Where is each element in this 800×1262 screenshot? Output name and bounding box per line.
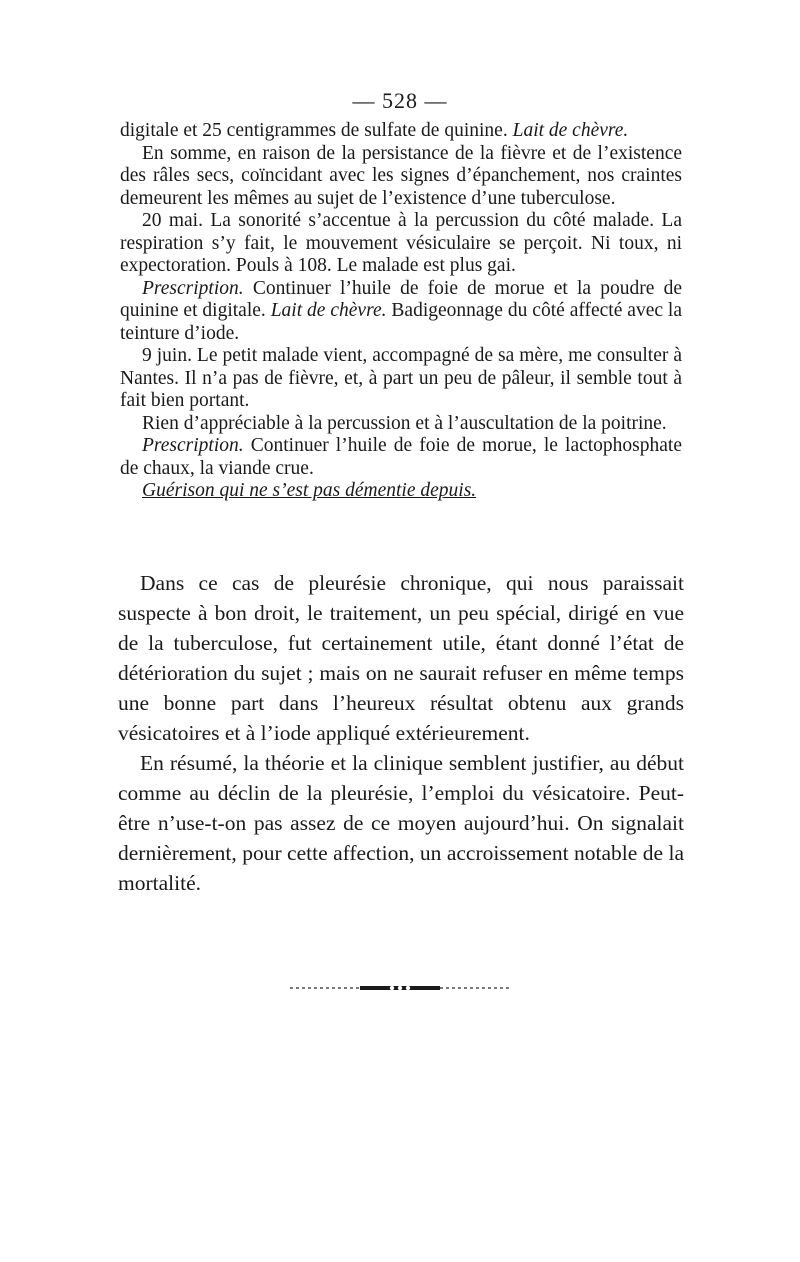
case-note-paragraph bbox=[120, 413, 682, 436]
text-run: 9 juin. Le petit malade vient, accompagné de sa mère, me consulter à Nantes. Il n’a pas de fièvre, et, à part un peu de pâleur, il semble tout à fait bien portant. bbox=[120, 345, 682, 411]
case-note-paragraph bbox=[120, 480, 682, 503]
text-run: Badigeonnage du côté affecté avec la teinture d’iode. bbox=[120, 300, 682, 344]
page-number: — 528 — bbox=[352, 88, 448, 113]
text-run: En somme, en raison de la persistance de la fièvre et de l’existence des râles secs, coïncidant avec les signes d’épanchement, nos craintes demeurent les mêmes au sujet de l’existence d’une tuberculose. bbox=[120, 142, 682, 209]
case-notes-block bbox=[120, 120, 682, 503]
text-run: Continuer l’huile de foie de morue et la poudre de quinine et digitale. bbox=[120, 277, 682, 321]
text-run: digitale et 25 centigrammes de sulfate de quinine. bbox=[120, 120, 513, 141]
discussion-paragraph: En résumé, la théorie et la clinique semblent justifier, au début comme au déclin de la pleurésie, l’emploi du vésicatoire. Peut-être n’use-t-on pas assez de ce moyen aujourd’hui. On signalait dernièrement, pour cette affection, un accroissement notable de la mortalité. bbox=[118, 751, 684, 895]
case-note-paragraph bbox=[120, 210, 682, 278]
italic-run: Lait de chèvre. bbox=[512, 120, 629, 141]
text-run: Rien d’appréciable à la percussion et à l’auscultation de la poitrine. bbox=[142, 412, 667, 434]
italic-run: Prescription. bbox=[142, 435, 244, 456]
discussion-block bbox=[118, 568, 684, 898]
case-note-paragraph bbox=[120, 143, 682, 211]
text-run: Continuer l’huile de foie de morue, le lactophosphate de chaux, la viande crue. bbox=[120, 435, 682, 479]
case-note-paragraph bbox=[120, 435, 682, 480]
discussion-paragraph: Dans ce cas de pleurésie chronique, qui nous paraissait suspecte à bon droit, le traitement, un peu spécial, dirigé en vue de la tuberculose, fut certainement utile, étant donné l’état de détérioration du sujet ; mais on ne saurait refuser en même temps une bonne part dans l’heureux résultat obtenu aux grands vésicatoires et à l’iode appliqué extérieurement. bbox=[118, 571, 684, 745]
case-note-paragraph bbox=[120, 345, 682, 413]
case-note-paragraph bbox=[120, 120, 682, 143]
text-run: 20 mai. La sonorité s’accentue à la percussion du côté malade. La respiration s’y fait, le mouvement vésiculaire se perçoit. Ni toux, ni expectoration. Pouls à 108. Le malade est plus gai. bbox=[120, 210, 682, 276]
end-ornament-rule bbox=[290, 985, 510, 991]
italic-run: Lait de chèvre. bbox=[270, 300, 387, 321]
italic-run: Guérison qui ne s’est pas démentie depuis. bbox=[142, 480, 477, 501]
italic-run: Prescription. bbox=[142, 277, 244, 299]
case-note-paragraph bbox=[120, 278, 682, 346]
